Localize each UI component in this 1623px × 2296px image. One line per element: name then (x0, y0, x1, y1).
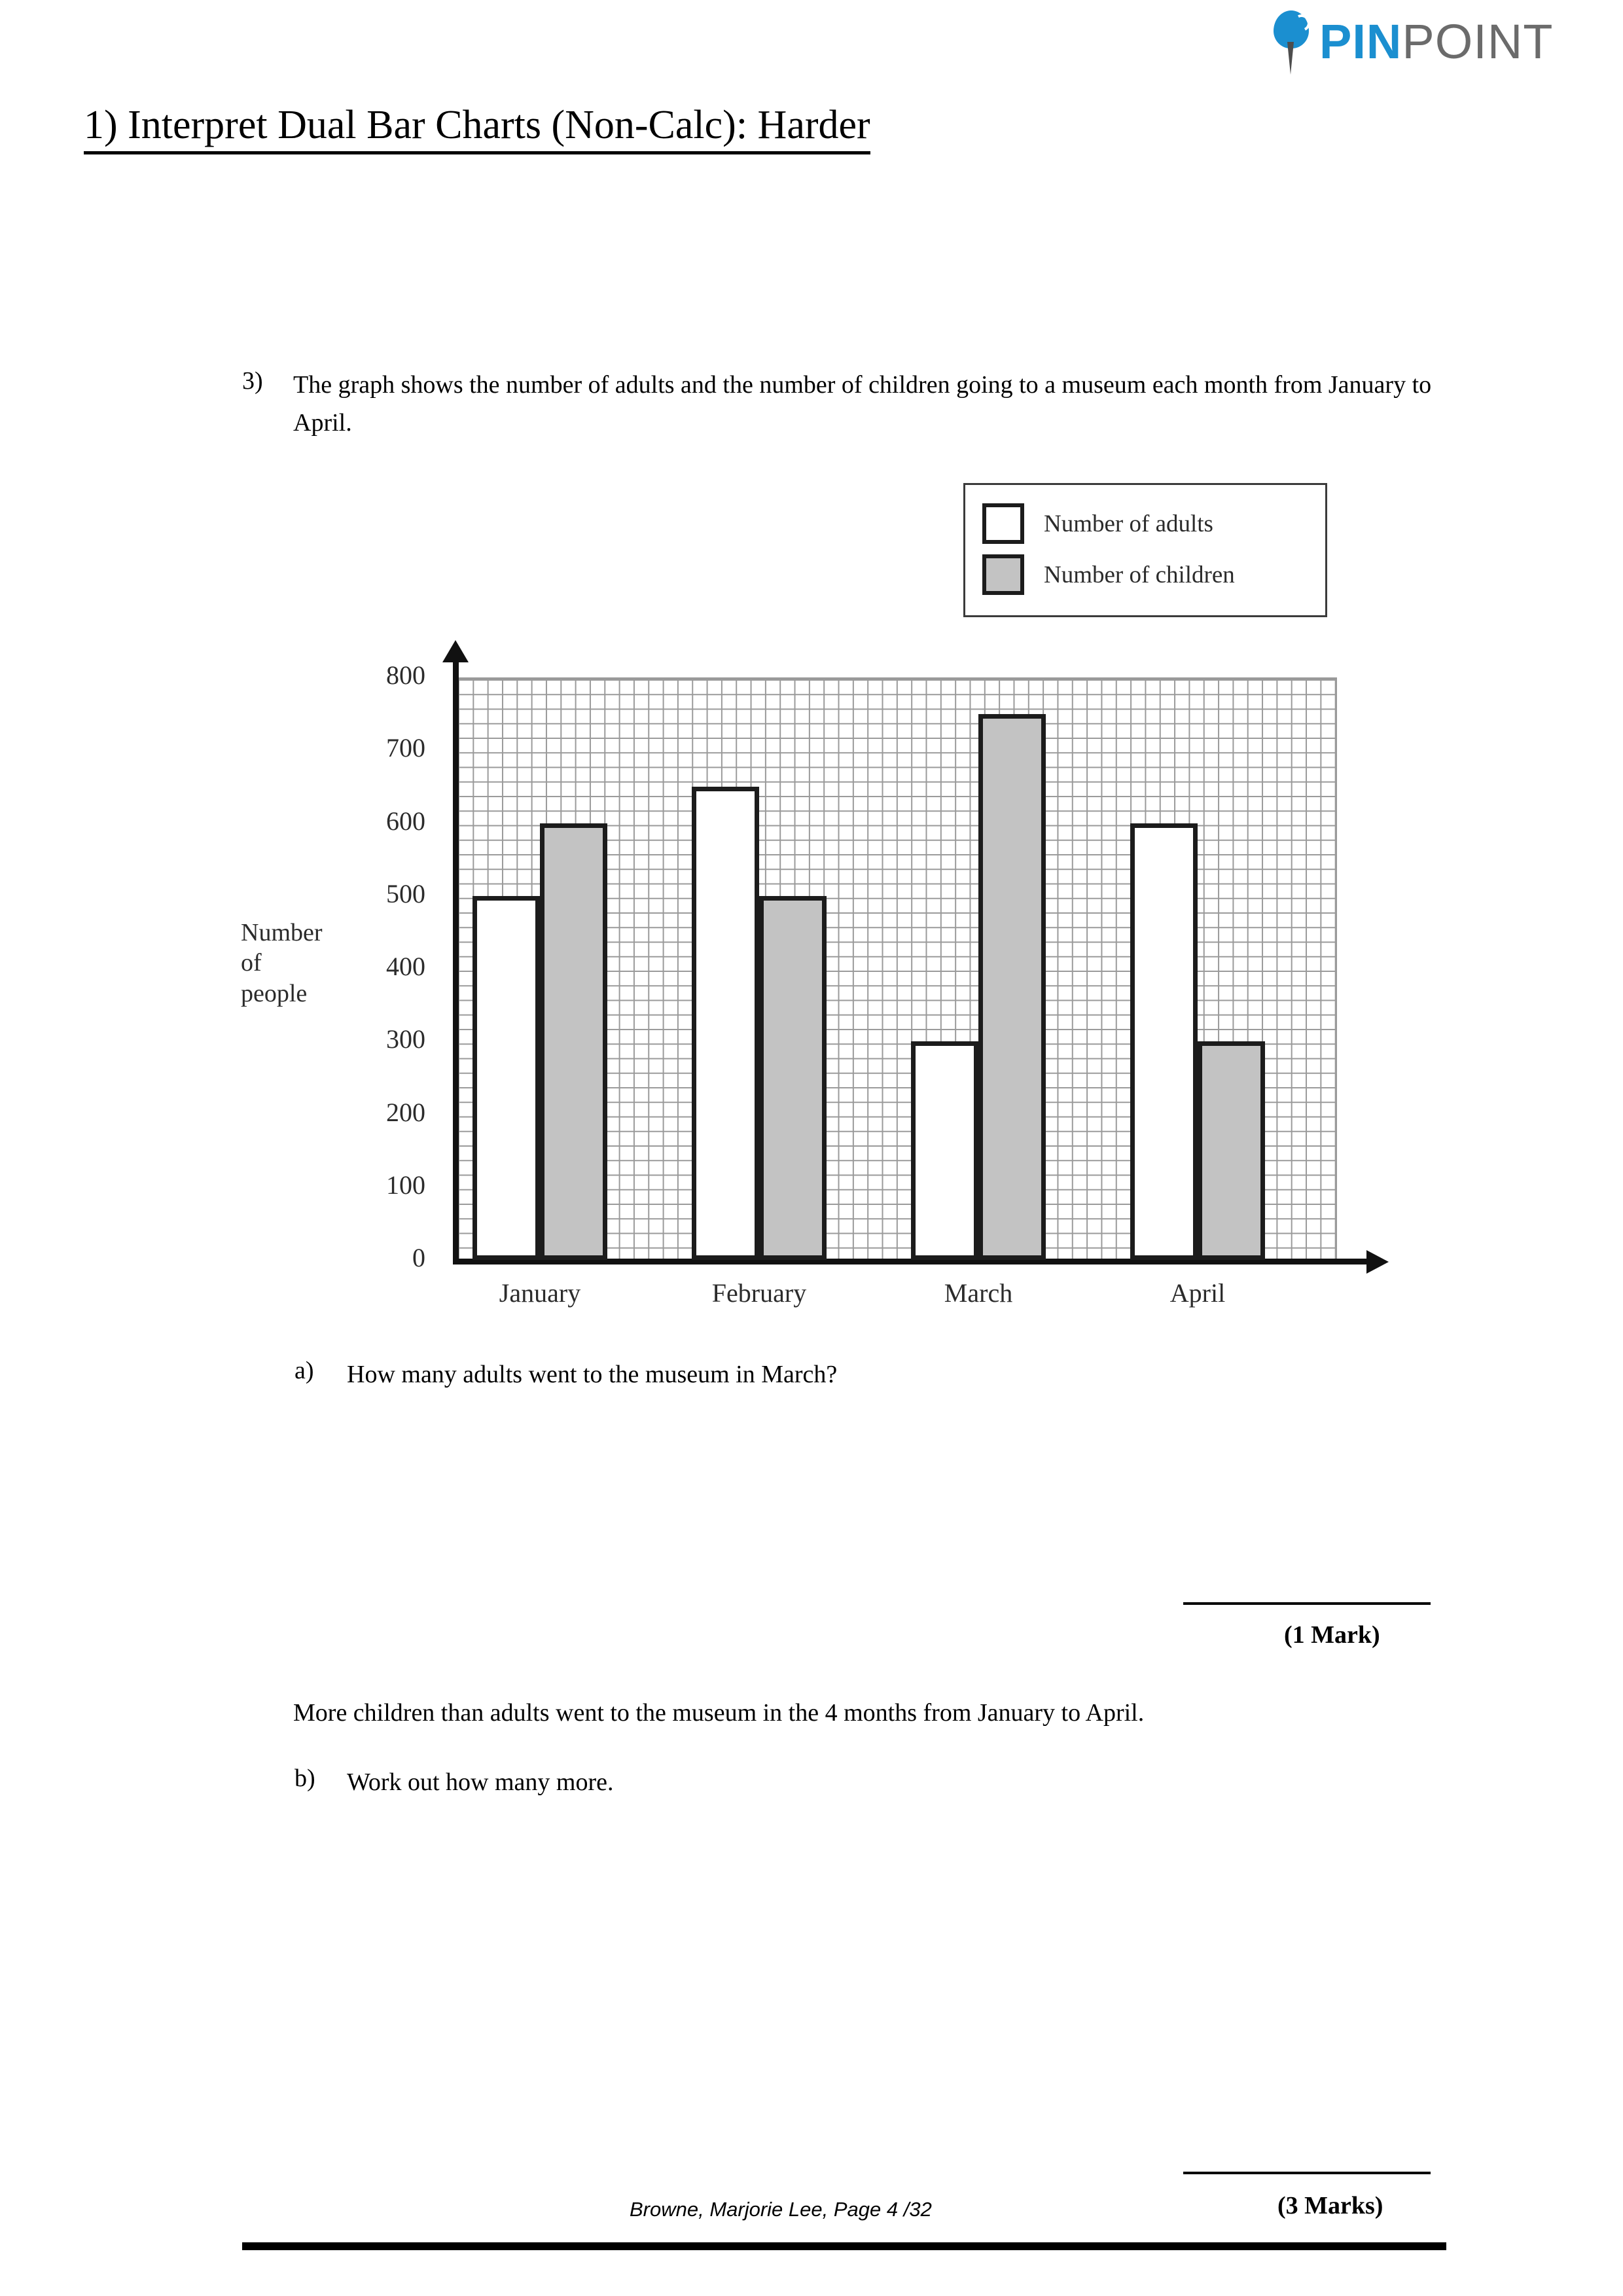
y-axis-title-line-3: people (241, 979, 308, 1007)
x-axis-arrow (1366, 1250, 1389, 1274)
bar-march-adults (911, 1041, 978, 1260)
x-tick-label: March (944, 1278, 1013, 1308)
question-number: 3) (242, 367, 263, 395)
map-pin-icon (1270, 9, 1310, 75)
legend-item-children (982, 549, 1325, 600)
x-tick-label: February (711, 1278, 807, 1308)
y-axis-title (241, 918, 323, 1009)
footer-rule (242, 2242, 1446, 2250)
part-b-marks: (3 Marks) (1277, 2192, 1383, 2219)
bar-january-adults (473, 896, 540, 1260)
page-title: 1) Interpret Dual Bar Charts (Non-Calc): Harder (84, 103, 870, 154)
part-b-answer-line[interactable] (1183, 2172, 1431, 2174)
y-tick-label: 0 (412, 1243, 425, 1272)
x-tick-label: April (1169, 1278, 1226, 1308)
bar-february-children (759, 896, 827, 1260)
y-axis-title-line-1: Number (241, 919, 323, 946)
part-a-answer-line[interactable] (1183, 1602, 1431, 1605)
y-tick-label: 600 (386, 806, 425, 836)
y-axis-line (453, 658, 459, 1264)
part-b-text: Work out how many more. (347, 1768, 614, 1796)
bar-march-children (978, 714, 1046, 1260)
part-a-label: a) (294, 1357, 314, 1384)
brand-wordmark (1319, 14, 1554, 69)
y-tick-label: 400 (386, 952, 425, 981)
legend-swatch-children (982, 554, 1024, 595)
y-tick-label: 500 (386, 878, 425, 908)
legend-swatch-adults (982, 503, 1024, 544)
legend-label-children: Number of children (1044, 561, 1235, 588)
pinpoint-logo (1270, 9, 1553, 75)
chart-gridlines (458, 677, 1337, 1262)
part-a-text: How many adults went to the museum in March? (347, 1361, 838, 1388)
x-tick-label: January (499, 1278, 581, 1308)
y-tick-label: 300 (386, 1024, 425, 1054)
bar-january-children (540, 823, 607, 1261)
question-stem: The graph shows the number of adults and the number of children going to a museum each month from January to April. (293, 371, 1432, 437)
part-a-marks: (1 Mark) (1284, 1621, 1380, 1649)
bar-april-adults (1130, 823, 1198, 1261)
x-axis-line (453, 1259, 1369, 1265)
y-axis-arrow (442, 640, 469, 662)
y-tick-label: 200 (386, 1097, 425, 1127)
y-tick-label: 800 (386, 660, 425, 690)
y-tick-label: 700 (386, 733, 425, 763)
brand-name-secondary: POINT (1402, 14, 1554, 69)
part-b-label: b) (294, 1765, 315, 1792)
brand-name-primary: PIN (1319, 14, 1402, 69)
chart-legend (963, 483, 1327, 617)
legend-label-adults: Number of adults (1044, 510, 1213, 537)
bar-april-children (1198, 1041, 1265, 1260)
y-axis-title-line-2: of (241, 949, 262, 977)
y-tick-label: 100 (386, 1170, 425, 1200)
footer-credit: Browne, Marjorie Lee, Page 4 /32 (630, 2198, 932, 2221)
bar-february-adults (692, 787, 759, 1260)
legend-item-adults (982, 498, 1325, 549)
part-b-statement: More children than adults went to the museum in the 4 months from January to April. (293, 1699, 1145, 1727)
